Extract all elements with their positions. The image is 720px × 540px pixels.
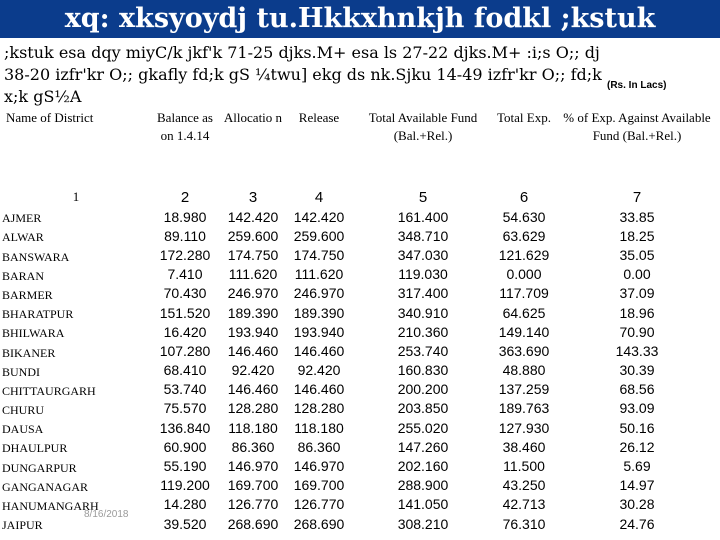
column-header: % of Exp. Against Available Fund (Bal.+Rel.) <box>563 110 711 143</box>
table-row <box>0 418 720 437</box>
table-row <box>0 226 720 245</box>
table-row <box>0 245 720 264</box>
value-cell: 142.420 <box>227 208 279 225</box>
value-cell: 202.160 <box>397 458 449 475</box>
value-cell: 169.700 <box>293 477 345 494</box>
table-row <box>0 456 720 475</box>
column-header: Allocatio n <box>223 110 283 125</box>
value-cell: 174.750 <box>227 246 279 263</box>
value-cell: 146.970 <box>293 458 345 475</box>
value-cell: 146.460 <box>293 342 345 359</box>
district-name-cell: BIKANER <box>2 345 56 360</box>
value-cell: 174.750 <box>293 246 345 263</box>
table-body <box>0 187 720 533</box>
value-cell: 70.430 <box>163 285 207 302</box>
value-cell: 111.620 <box>228 266 278 283</box>
value-cell: 117.709 <box>499 285 549 302</box>
value-cell: 93.09 <box>619 400 655 417</box>
value-cell: 48.880 <box>502 362 546 379</box>
value-cell: 200.200 <box>397 381 449 398</box>
district-name-cell: DUNGARPUR <box>2 460 77 475</box>
value-cell: 18.980 <box>163 208 207 225</box>
value-cell: 146.460 <box>227 381 279 398</box>
column-header: Total Exp. <box>497 110 551 125</box>
value-cell: 86.360 <box>297 438 341 455</box>
value-cell: 246.970 <box>227 285 279 302</box>
value-cell: 136.840 <box>159 419 211 436</box>
value-cell: 193.940 <box>293 323 345 340</box>
value-cell: 107.280 <box>159 342 211 359</box>
value-cell: 126.770 <box>227 496 279 513</box>
value-cell: 146.460 <box>293 381 345 398</box>
column-header: Total Available Fund (Bal.+Rel.) <box>368 110 478 143</box>
value-cell: 63.629 <box>502 227 546 244</box>
value-cell: 142.420 <box>293 208 345 225</box>
value-cell: 0.000 <box>506 266 542 283</box>
intro-line-2: 38-20 izfr'kr O;; gkafly fd;k gS ¼twu] ekg ds nk.Sjku 14-49 izfr'kr O;; fd;k <box>4 65 602 84</box>
value-cell: 172.280 <box>159 246 211 263</box>
district-name-cell: DAUSA <box>2 422 44 437</box>
district-fund-table <box>0 109 720 533</box>
value-cell: 64.625 <box>502 304 546 321</box>
value-cell: 14.280 <box>163 496 207 513</box>
district-name-cell: DHAULPUR <box>2 441 68 456</box>
value-cell: 189.390 <box>227 304 279 321</box>
value-cell: 210.360 <box>397 323 449 340</box>
value-cell: 16.420 <box>163 323 207 340</box>
column-header: Balance as on 1.4.14 <box>157 110 213 143</box>
value-cell: 75.570 <box>163 400 207 417</box>
value-cell: 203.850 <box>397 400 449 417</box>
value-cell: 246.970 <box>293 285 345 302</box>
district-name-cell: BHILWARA <box>2 326 65 341</box>
district-name-cell: JAIPUR <box>2 518 43 533</box>
value-cell: 141.050 <box>397 496 449 513</box>
value-cell: 55.190 <box>163 458 207 475</box>
column-number-row <box>0 187 720 207</box>
value-cell: 128.280 <box>293 400 345 417</box>
table-row <box>0 284 720 303</box>
value-cell: 35.05 <box>619 246 655 263</box>
value-cell: 53.740 <box>163 381 207 398</box>
district-name-cell: BANSWARA <box>2 249 70 264</box>
value-cell: 30.39 <box>619 362 655 379</box>
intro-text <box>4 42 716 108</box>
value-cell: 189.390 <box>293 304 345 321</box>
value-cell: 128.280 <box>227 400 279 417</box>
value-cell: 259.600 <box>293 227 345 244</box>
value-cell: 121.629 <box>498 246 550 263</box>
slide-date: 8/16/2018 <box>84 509 129 520</box>
value-cell: 68.410 <box>163 362 207 379</box>
value-cell: 347.030 <box>397 246 449 263</box>
value-cell: 253.740 <box>397 342 449 359</box>
district-name-cell: BUNDI <box>2 364 40 379</box>
value-cell: 60.900 <box>163 438 207 455</box>
value-cell: 255.020 <box>397 419 449 436</box>
value-cell: 70.90 <box>619 323 655 340</box>
value-cell: 89.110 <box>164 227 206 244</box>
value-cell: 348.710 <box>397 227 449 244</box>
table-row <box>0 341 720 360</box>
column-number: 2 <box>180 188 190 206</box>
column-header: Name of District <box>6 110 94 125</box>
value-cell: 111.620 <box>294 266 344 283</box>
value-cell: 7.410 <box>167 266 203 283</box>
column-number: 6 <box>519 188 529 206</box>
district-name-cell: BARMER <box>2 287 53 302</box>
value-cell: 160.830 <box>397 362 449 379</box>
column-number: 4 <box>314 188 324 206</box>
district-name-cell: CHURU <box>2 403 45 418</box>
district-name-cell: CHITTAURGARH <box>2 383 96 398</box>
value-cell: 118.180 <box>294 419 344 436</box>
value-cell: 268.690 <box>227 515 279 532</box>
value-cell: 18.96 <box>619 304 655 321</box>
value-cell: 308.210 <box>397 515 449 532</box>
district-name-cell: GANGANAGAR <box>2 479 88 494</box>
value-cell: 146.460 <box>227 342 279 359</box>
value-cell: 161.400 <box>397 208 449 225</box>
district-name-cell: AJMER <box>2 211 42 226</box>
table-row <box>0 399 720 418</box>
table-row <box>0 303 720 322</box>
value-cell: 340.910 <box>397 304 449 321</box>
value-cell: 18.25 <box>619 227 655 244</box>
value-cell: 147.260 <box>397 438 449 455</box>
value-cell: 119.200 <box>160 477 210 494</box>
district-name-cell: BARAN <box>2 268 45 283</box>
district-name-cell: BHARATPUR <box>2 307 74 322</box>
district-name-cell: ALWAR <box>2 230 44 245</box>
value-cell: 268.690 <box>293 515 345 532</box>
intro-line-3: x;k gS½A <box>4 87 82 106</box>
value-cell: 143.33 <box>615 342 659 359</box>
table-row <box>0 476 720 495</box>
value-cell: 86.360 <box>231 438 275 455</box>
value-cell: 33.85 <box>619 208 655 225</box>
units-label: (Rs. In Lacs) <box>607 80 667 91</box>
value-cell: 92.420 <box>297 362 341 379</box>
value-cell: 317.400 <box>397 285 449 302</box>
district-name-cell: HANUMANGARH <box>2 499 99 513</box>
table-row <box>0 437 720 456</box>
table-row <box>0 380 720 399</box>
value-cell: 38.460 <box>502 438 546 455</box>
value-cell: 50.16 <box>619 419 655 436</box>
column-number: 1 <box>72 189 80 204</box>
value-cell: 43.250 <box>502 477 546 494</box>
table-row <box>0 322 720 341</box>
column-number: 7 <box>632 188 642 206</box>
table-header-row <box>0 109 720 187</box>
value-cell: 54.630 <box>502 208 546 225</box>
value-cell: 149.140 <box>498 323 550 340</box>
value-cell: 151.520 <box>159 304 211 321</box>
value-cell: 14.97 <box>619 477 655 494</box>
value-cell: 0.00 <box>623 266 651 283</box>
value-cell: 259.600 <box>227 227 279 244</box>
column-number: 3 <box>248 188 258 206</box>
slide-title: xq: xksyoydj tu.Hkkxhnkjh fodkl ;kstuk <box>64 3 656 34</box>
value-cell: 137.259 <box>498 381 550 398</box>
value-cell: 126.770 <box>293 496 345 513</box>
value-cell: 118.180 <box>228 419 278 436</box>
value-cell: 76.310 <box>502 515 546 532</box>
value-cell: 288.900 <box>397 477 449 494</box>
value-cell: 37.09 <box>619 285 655 302</box>
value-cell: 146.970 <box>227 458 279 475</box>
value-cell: 30.28 <box>619 496 655 513</box>
value-cell: 92.420 <box>231 362 275 379</box>
table-row <box>0 361 720 380</box>
value-cell: 193.940 <box>227 323 279 340</box>
value-cell: 189.763 <box>498 400 550 417</box>
value-cell: 169.700 <box>227 477 279 494</box>
value-cell: 5.69 <box>623 458 651 475</box>
column-header: Release <box>298 110 340 125</box>
column-number: 5 <box>418 188 428 206</box>
value-cell: 127.930 <box>498 419 550 436</box>
value-cell: 119.030 <box>398 266 448 283</box>
intro-line-1: ;kstuk esa dqy miyC/k jkf'k 71-25 djks.M+ esa ls 27-22 djks.M+ :i;s O;; dj <box>4 43 600 62</box>
value-cell: 42.713 <box>502 496 546 513</box>
value-cell: 24.76 <box>619 515 655 532</box>
value-cell: 39.520 <box>163 515 207 532</box>
value-cell: 363.690 <box>498 342 550 359</box>
table-row <box>0 265 720 284</box>
table-row <box>0 207 720 226</box>
value-cell: 68.56 <box>619 381 655 398</box>
value-cell: 26.12 <box>619 438 655 455</box>
value-cell: 11.500 <box>503 458 545 475</box>
